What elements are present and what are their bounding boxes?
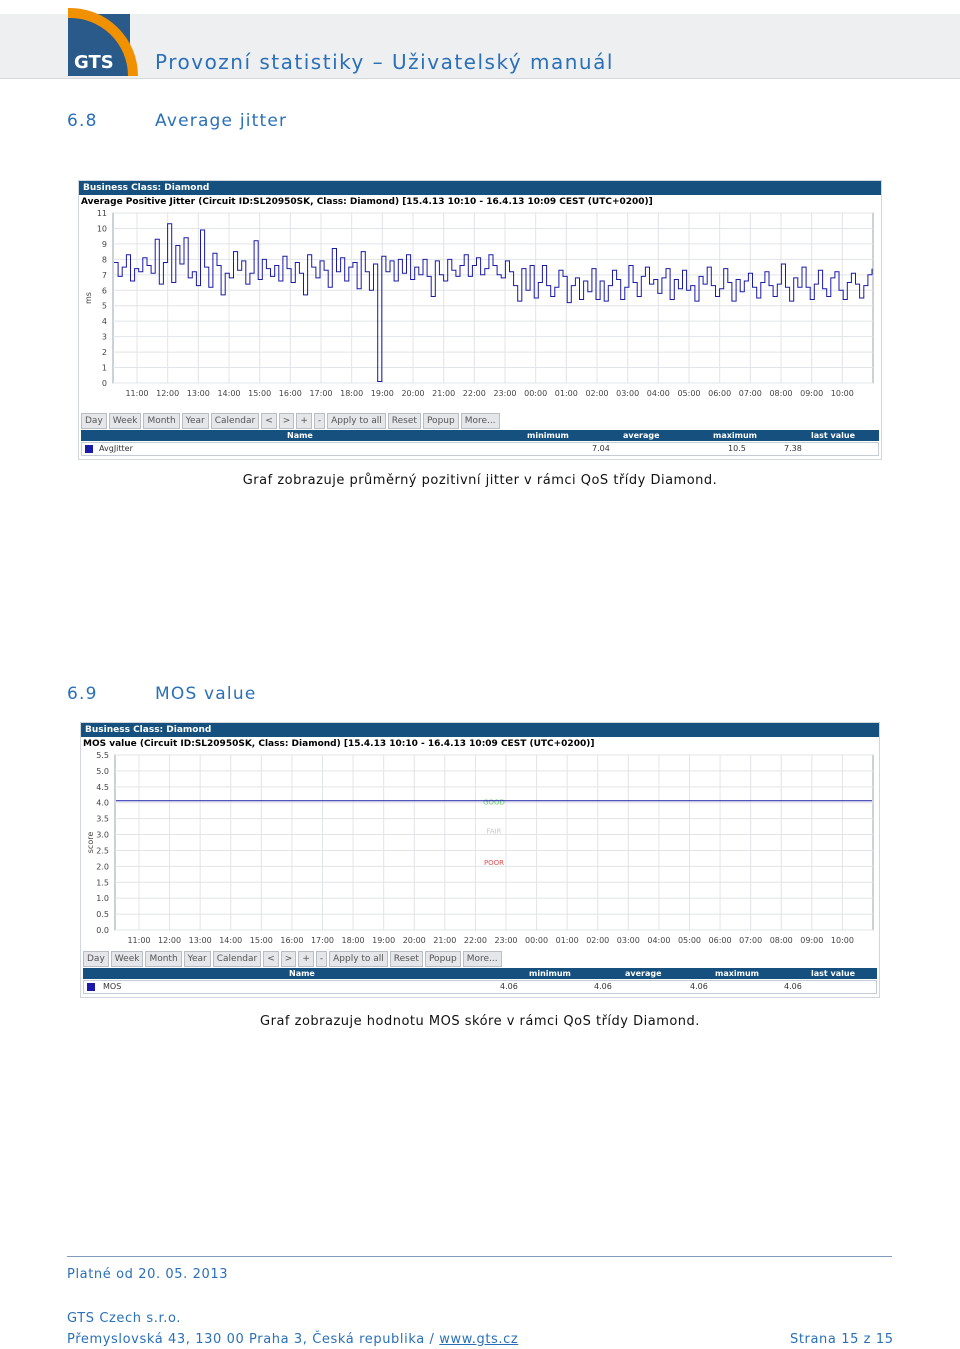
toolbar-button[interactable]: Calendar	[211, 413, 259, 429]
toolbar-button[interactable]: >	[281, 951, 297, 967]
section-number: 6.9	[67, 684, 98, 704]
toolbar-button[interactable]: -	[314, 413, 325, 429]
legend-col-name: Name	[289, 969, 315, 978]
legend-maximum-value: 4.06	[690, 982, 708, 991]
x-tick-label: 04:00	[646, 389, 670, 398]
x-tick-label: 06:00	[708, 389, 732, 398]
legend-average-value: 4.06	[594, 982, 612, 991]
caption-jitter: Graf zobrazuje průměrný pozitivní jitter v rámci QoS třídy Diamond.	[242, 473, 718, 488]
x-tick-label: 16:00	[280, 936, 304, 945]
x-tick-label: 19:00	[370, 389, 394, 398]
threshold-label: POOR	[483, 859, 505, 868]
toolbar-button[interactable]: More...	[463, 951, 502, 967]
toolbar-button[interactable]: Popup	[425, 951, 461, 967]
footer-website-link[interactable]: www.gts.cz	[439, 1332, 519, 1347]
toolbar-button[interactable]: Popup	[423, 413, 459, 429]
x-tick-label: 23:00	[494, 936, 518, 945]
x-tick-label: 13:00	[188, 936, 212, 945]
toolbar-button[interactable]: >	[279, 413, 295, 429]
toolbar-button[interactable]: Apply to all	[329, 951, 388, 967]
x-tick-label: 08:00	[769, 936, 793, 945]
toolbar-button[interactable]: Reset	[390, 951, 423, 967]
toolbar-button[interactable]: Apply to all	[327, 413, 386, 429]
footer-page-number: Strana 15 z 15	[790, 1332, 894, 1347]
legend-row[interactable]	[83, 980, 877, 994]
y-tick-label: 9	[101, 239, 107, 249]
legend-col-minimum: minimum	[527, 431, 569, 440]
legend-col-name: Name	[287, 431, 313, 440]
legend-col-average: average	[625, 969, 662, 978]
legend-last-value: 7.38	[784, 444, 802, 453]
x-tick-label: 04:00	[647, 936, 671, 945]
toolbar-button[interactable]: Calendar	[213, 951, 261, 967]
toolbar-button[interactable]: Week	[111, 951, 144, 967]
y-tick-label: 5.5	[96, 751, 109, 760]
x-tick-label: 09:00	[800, 389, 824, 398]
section-number: 6.8	[67, 111, 98, 131]
toolbar-button[interactable]: Reset	[388, 413, 421, 429]
x-tick-label: 02:00	[585, 389, 609, 398]
x-tick-label: 20:00	[401, 389, 425, 398]
y-tick-label: 2.5	[96, 846, 109, 856]
legend-col-maximum: maximum	[713, 431, 758, 440]
toolbar-button[interactable]: <	[261, 413, 277, 429]
x-tick-label: 13:00	[186, 389, 210, 398]
legend-last-value: 4.06	[784, 982, 802, 991]
x-tick-label: 00:00	[525, 936, 549, 945]
x-tick-label: 11:00	[125, 389, 149, 398]
plot-area	[115, 755, 873, 930]
x-tick-label: 01:00	[554, 389, 578, 398]
y-tick-label: 1	[101, 363, 107, 373]
threshold-label: FAIR	[486, 827, 502, 836]
toolbar-button[interactable]: Day	[81, 413, 107, 429]
y-tick-label: 10	[96, 224, 107, 234]
x-tick-label: 18:00	[341, 936, 365, 945]
x-tick-label: 14:00	[219, 936, 243, 945]
x-tick-label: 12:00	[156, 389, 180, 398]
y-tick-label: 4.0	[96, 798, 109, 808]
legend-col-average: average	[623, 431, 660, 440]
y-tick-label: 4	[101, 317, 107, 327]
x-tick-label: 05:00	[677, 936, 702, 945]
x-tick-label: 12:00	[158, 936, 182, 945]
y-tick-label: 11	[96, 209, 107, 218]
x-tick-label: 21:00	[432, 389, 456, 398]
x-tick-label: 14:00	[217, 389, 241, 398]
x-tick-label: 05:00	[677, 389, 701, 398]
y-tick-label: 5.0	[96, 766, 109, 776]
document-title: Provozní statistiky – Uživatelský manuál	[155, 50, 614, 74]
legend-col-last: last value	[811, 431, 855, 440]
footer-address-line	[67, 1332, 518, 1347]
x-tick-label: 17:00	[309, 389, 333, 398]
series-swatch	[85, 445, 93, 453]
legend-row[interactable]	[81, 442, 879, 456]
x-tick-label: 11:00	[127, 936, 151, 945]
footer-divider	[67, 1256, 892, 1257]
legend-minimum-value: 7.04	[592, 444, 610, 453]
toolbar-button[interactable]: Week	[109, 413, 142, 429]
y-tick-label: 6	[101, 286, 107, 296]
legend-header	[81, 430, 879, 441]
toolbar-button[interactable]: +	[296, 413, 312, 429]
logo-text: GTS	[74, 52, 114, 73]
y-tick-label: 3.5	[96, 814, 109, 824]
x-tick-label: 03:00	[616, 389, 640, 398]
x-tick-label: 16:00	[278, 389, 302, 398]
caption-mos: Graf zobrazuje hodnotu MOS skóre v rámci QoS třídy Diamond.	[260, 1014, 700, 1029]
x-tick-label: 15:00	[249, 936, 273, 945]
x-tick-label: 03:00	[616, 936, 640, 945]
legend-maximum-value: 10.5	[728, 444, 746, 453]
y-tick-label: 1.5	[96, 878, 109, 888]
legend-header	[83, 968, 877, 979]
legend-minimum-value: 4.06	[500, 982, 518, 991]
legend-col-minimum: minimum	[529, 969, 571, 978]
x-tick-label: 10:00	[830, 936, 854, 945]
mos-chart	[80, 722, 880, 998]
mos-plot	[81, 751, 877, 951]
y-axis-label: ms	[84, 292, 93, 304]
y-tick-label: 2	[101, 348, 107, 358]
jitter-chart	[78, 180, 882, 460]
x-tick-label: 18:00	[340, 389, 364, 398]
x-tick-label: 07:00	[739, 936, 763, 945]
x-tick-label: 07:00	[738, 389, 762, 398]
jitter-plot	[79, 209, 879, 409]
legend-col-last: last value	[811, 969, 855, 978]
x-tick-label: 22:00	[463, 936, 487, 945]
y-tick-label: 3.0	[96, 830, 109, 840]
x-tick-label: 01:00	[555, 936, 579, 945]
toolbar-button[interactable]: Year	[182, 413, 209, 429]
chart-subtitle: Average Positive Jitter (Circuit ID:SL20950SK, Class: Diamond) [15.4.13 10:10 - 16.4.13 10:09 CEST (UTC+0200)]	[81, 197, 653, 207]
y-tick-label: 2.0	[96, 862, 109, 872]
x-tick-label: 15:00	[248, 389, 272, 398]
section-heading-mos	[67, 684, 256, 704]
x-tick-label: 21:00	[433, 936, 457, 945]
y-tick-label: 4.5	[96, 782, 109, 792]
section-title: Average jitter	[155, 111, 288, 131]
chart-toolbar	[83, 951, 504, 966]
toolbar-button[interactable]: More...	[461, 413, 500, 429]
footer-company: GTS Czech s.r.o.	[67, 1311, 181, 1326]
toolbar-button[interactable]: +	[298, 951, 314, 967]
y-tick-label: 5	[101, 301, 107, 311]
section-heading-jitter	[67, 111, 287, 131]
toolbar-button[interactable]: <	[263, 951, 279, 967]
legend-col-maximum: maximum	[715, 969, 760, 978]
footer-address: Přemyslovská 43, 130 00 Praha 3, Česká republika /	[67, 1332, 440, 1347]
x-tick-label: 09:00	[800, 936, 824, 945]
chart-toolbar	[81, 413, 502, 428]
x-tick-label: 10:00	[830, 389, 854, 398]
y-tick-label: 3	[101, 332, 107, 342]
x-tick-label: 22:00	[462, 389, 486, 398]
toolbar-button[interactable]: Year	[184, 951, 211, 967]
threshold-label: GOOD	[483, 798, 505, 807]
legend-series-name: AvgJitter	[99, 444, 133, 453]
x-tick-label: 17:00	[310, 936, 335, 945]
chart-header: Business Class: Diamond	[81, 723, 879, 737]
series-swatch	[87, 983, 95, 991]
y-tick-label: 1.0	[96, 894, 109, 904]
toolbar-button[interactable]: Month	[143, 413, 179, 429]
x-tick-label: 00:00	[524, 389, 548, 398]
x-tick-label: 20:00	[402, 936, 426, 945]
page-header	[0, 14, 960, 79]
x-tick-label: 19:00	[372, 936, 396, 945]
y-tick-label: 0.5	[96, 910, 109, 920]
y-tick-label: 0.0	[96, 926, 109, 935]
toolbar-button[interactable]: Month	[145, 951, 181, 967]
y-tick-label: 7	[101, 270, 107, 280]
chart-subtitle: MOS value (Circuit ID:SL20950SK, Class: Diamond) [15.4.13 10:10 - 16.4.13 10:09 CEST (UTC+0200)]	[83, 739, 595, 749]
legend-series-name: MOS	[103, 982, 122, 991]
section-title: MOS value	[155, 684, 257, 704]
gts-logo	[66, 4, 140, 78]
y-tick-label: 0	[101, 379, 107, 388]
chart-header: Business Class: Diamond	[79, 181, 881, 195]
x-tick-label: 02:00	[586, 936, 610, 945]
x-tick-label: 06:00	[708, 936, 732, 945]
y-tick-label: 8	[101, 255, 107, 265]
x-tick-label: 23:00	[493, 389, 517, 398]
toolbar-button[interactable]: -	[316, 951, 327, 967]
x-tick-label: 08:00	[769, 389, 793, 398]
toolbar-button[interactable]: Day	[83, 951, 109, 967]
y-axis-label: score	[86, 831, 95, 854]
footer-valid-from: Platné od 20. 05. 2013	[67, 1267, 229, 1282]
